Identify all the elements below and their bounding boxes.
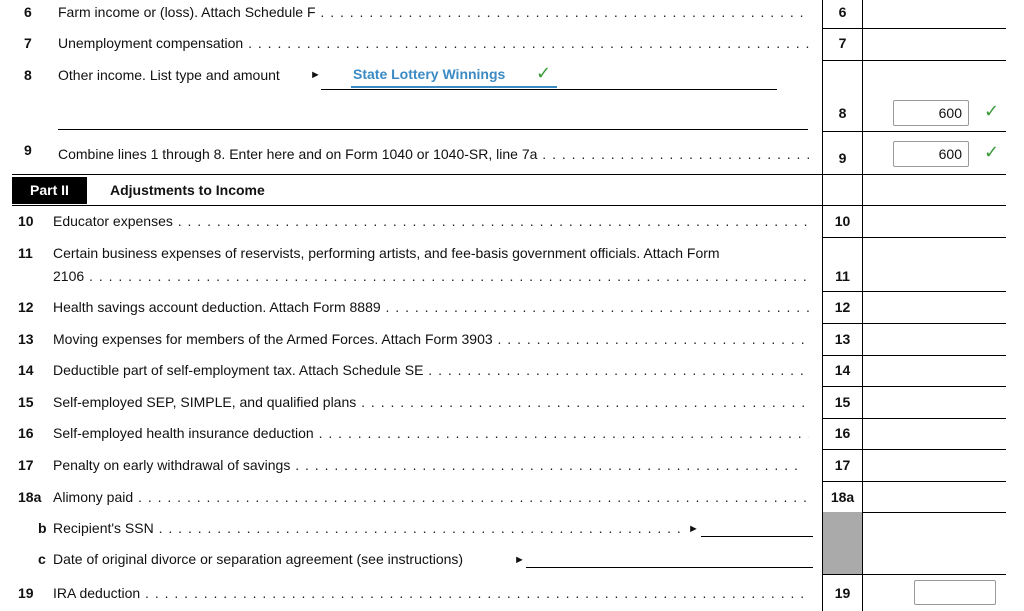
line-8-label: Other income. List type and amount — [58, 67, 280, 83]
line-18c-arrow-icon: ► — [514, 554, 525, 566]
line-10-box: 10 — [834, 213, 851, 229]
line-18a-label: Alimony paid . . . — [53, 489, 809, 505]
line-18c-letter: c — [38, 551, 46, 567]
line-19-amount-input[interactable] — [914, 580, 996, 605]
line-8-number: 8 — [24, 67, 32, 83]
line-19-label: IRA deduction . . . — [53, 585, 809, 601]
divider — [822, 386, 1006, 387]
line-15-number: 15 — [18, 394, 34, 410]
line-11-label: Certain business expenses of reservists, performing artists, and fee-basis government officials. Attach Form — [53, 245, 720, 261]
part-header-bottom-rule — [12, 205, 1006, 206]
line-11-number: 11 — [18, 245, 33, 261]
shaded-cell — [823, 512, 862, 574]
line-13-number: 13 — [18, 331, 34, 347]
line-18b-letter: b — [38, 520, 47, 536]
part-label: Part II — [12, 177, 87, 204]
line-19-box: 19 — [834, 585, 851, 601]
line-9-amount-input[interactable] — [893, 141, 969, 167]
divider — [822, 60, 1006, 61]
line-8-amount-input[interactable] — [893, 100, 969, 126]
divider — [822, 449, 1006, 450]
divider — [822, 28, 1006, 29]
divider — [822, 574, 1006, 575]
line-18a-box: 18a — [830, 489, 855, 505]
divider — [822, 355, 1006, 356]
line-10-number: 10 — [18, 213, 34, 229]
entry-underline — [58, 129, 808, 130]
entry-underline — [351, 86, 557, 88]
line-9-box: 9 — [838, 150, 847, 166]
line-7-label: Unemployment compensation . . . — [58, 35, 809, 51]
divider — [822, 418, 1006, 419]
part-header-top-rule — [12, 174, 1006, 175]
divider — [822, 291, 1006, 292]
line-6-label: Farm income or (loss). Attach Schedule F . . . — [58, 4, 809, 20]
line-16-label: Self-employed health insurance deduction . . . — [53, 425, 809, 441]
line-17-box: 17 — [834, 457, 851, 473]
line-15-label: Self-employed SEP, SIMPLE, and qualified plans . . . — [53, 394, 809, 410]
check-icon: ✓ — [984, 101, 1000, 121]
line-18a-number: 18a — [18, 489, 42, 505]
line-19-number: 19 — [18, 585, 34, 601]
line-17-number: 17 — [18, 457, 34, 473]
line-16-number: 16 — [18, 425, 34, 441]
line-9-label: Combine lines 1 through 8. Enter here and on Form 1040 or 1040-SR, line 7a . . . — [58, 146, 809, 162]
line-10-label: Educator expenses . . . — [53, 213, 809, 229]
check-icon: ✓ — [984, 142, 1000, 162]
line-8-arrow-icon: ► — [310, 69, 321, 81]
line-12-number: 12 — [18, 299, 34, 315]
line-14-number: 14 — [18, 362, 34, 378]
line-13-box: 13 — [834, 331, 851, 347]
divider — [822, 237, 1006, 238]
line-18c-label: Date of original divorce or separation agreement (see instructions) — [53, 551, 464, 567]
divorce-date-entry-line[interactable] — [526, 567, 813, 568]
line-13-label: Moving expenses for members of the Armed Forces. Attach Form 3903 . . . — [53, 331, 809, 347]
line-14-box: 14 — [834, 362, 851, 378]
line-14-label: Deductible part of self-employment tax. Attach Schedule SE . . . — [53, 362, 809, 378]
divider — [822, 131, 1006, 132]
line-18b-arrow-icon: ► — [688, 523, 699, 535]
entry-underline — [321, 89, 777, 90]
line-18b-label: Recipient's SSN . . . — [53, 520, 684, 536]
line-11-box: 11 — [835, 268, 850, 284]
line-6-number: 6 — [24, 4, 32, 20]
ssn-entry-line[interactable] — [701, 536, 813, 537]
line-11-label-cont: 2106 . . . — [53, 268, 809, 284]
check-icon: ✓ — [536, 63, 552, 83]
part-title: Adjustments to Income — [110, 182, 265, 198]
line-12-box: 12 — [834, 299, 851, 315]
line-9-number: 9 — [24, 142, 32, 158]
line-12-label: Health savings account deduction. Attach Form 8889 . . . — [53, 299, 809, 315]
line-15-box: 15 — [834, 394, 851, 410]
line-17-label: Penalty on early withdrawal of savings . . . — [53, 457, 799, 473]
line-8-box: 8 — [838, 105, 847, 121]
line-7-box: 7 — [838, 35, 847, 51]
divider — [822, 323, 1006, 324]
line-7-number: 7 — [24, 35, 32, 51]
line-16-box: 16 — [834, 425, 851, 441]
divider — [822, 481, 1006, 482]
line-6-box: 6 — [838, 4, 847, 20]
other-income-entry-link[interactable]: State Lottery Winnings — [353, 66, 506, 82]
